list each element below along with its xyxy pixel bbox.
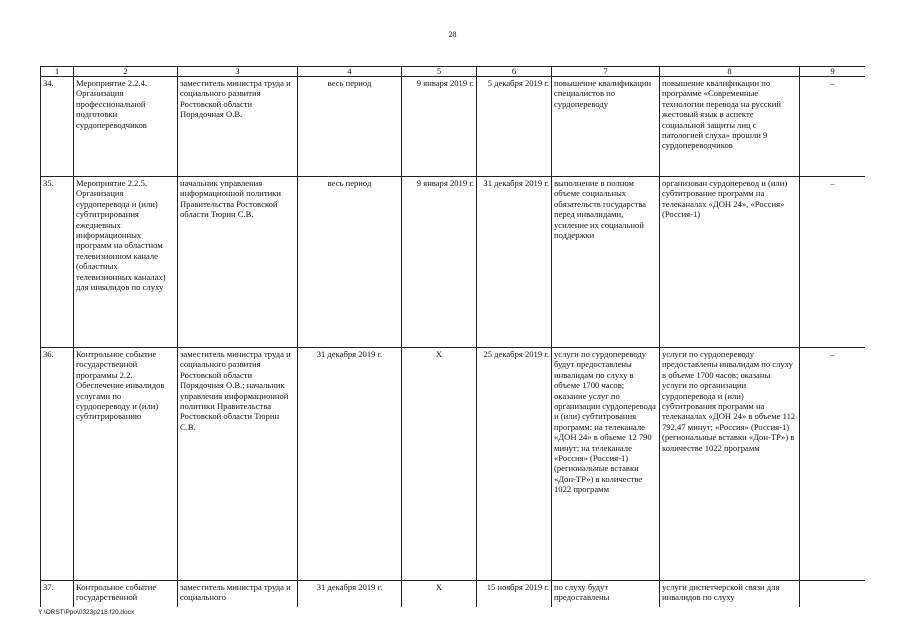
period-cell: весь период bbox=[298, 177, 402, 348]
start-date-cell: Х bbox=[402, 348, 477, 581]
problems-cell: – bbox=[800, 77, 866, 177]
table-row bbox=[41, 177, 866, 348]
end-date-cell: 15 ноября 2019 г. bbox=[477, 581, 552, 608]
responsible-cell: заместитель министра труда и социального bbox=[178, 581, 298, 608]
row-number: 36. bbox=[41, 348, 74, 581]
event-cell: Контрольное событие государственной bbox=[74, 581, 178, 608]
column-header: 1 bbox=[41, 67, 74, 77]
actual-result-cell: услуги по сурдопереводу предоставлены инвалидам по слуху в объеме 1700 часов; оказаны услуги по организации сурдоперевода и (или) субтитрования программ на телеканалах «ДОН 24» в объеме 112 792,47 минут; «Россия» (Россия-1) (региональные вставки «Дон-ТР») в количестве 1022 программ bbox=[660, 348, 800, 581]
start-date-cell: 9 января 2019 г. bbox=[402, 77, 477, 177]
problems-cell: – bbox=[800, 177, 866, 348]
column-header: 6 bbox=[477, 67, 552, 77]
report-table bbox=[40, 66, 865, 607]
report-table-container bbox=[40, 66, 865, 607]
event-cell: Контрольное событие государственной программы 2.2. Обеспечение инвалидов услугами по сурдопереводу и (или) субтитрированию bbox=[74, 348, 178, 581]
period-cell: 31 декабря 2019 г. bbox=[298, 348, 402, 581]
problems-cell: – bbox=[800, 348, 866, 581]
footer-file-path: Y:\ORST\Ppo\0323p218.f20.docx bbox=[38, 609, 135, 616]
period-cell: весь период bbox=[298, 77, 402, 177]
end-date-cell: 5 декабря 2019 г. bbox=[477, 77, 552, 177]
end-date-cell: 31 декабря 2019 г. bbox=[477, 177, 552, 348]
responsible-cell: заместитель министра труда и социального развития Ростовской области Порядочная О.В.; начальник управления информационной политики Правительства Ростовской области Тюрин С.В. bbox=[178, 348, 298, 581]
column-header: 9 bbox=[800, 67, 866, 77]
column-header: 3 bbox=[178, 67, 298, 77]
table-row bbox=[41, 77, 866, 177]
table-row bbox=[41, 581, 866, 608]
problems-cell bbox=[800, 581, 866, 608]
actual-result-cell: повышение квалификации по программе «Современные технологии перевода на русский жестовый язык в аспекте социальной защиты лиц с патологией слуха» прошли 9 сурдопереводчиков bbox=[660, 77, 800, 177]
column-header: 7 bbox=[552, 67, 660, 77]
page-number: 28 bbox=[448, 30, 457, 39]
column-header: 5 bbox=[402, 67, 477, 77]
expected-result-cell: по слуху будут предоставлены bbox=[552, 581, 660, 608]
responsible-cell: начальник управления информационной политики Правительства Ростовской области Тюрин С.В. bbox=[178, 177, 298, 348]
table-row bbox=[41, 348, 866, 581]
start-date-cell: 9 января 2019 г. bbox=[402, 177, 477, 348]
column-header: 4 bbox=[298, 67, 402, 77]
event-cell: Мероприятие 2.2.4. Организация профессиональной подготовки сурдопереводчиков bbox=[74, 77, 178, 177]
row-number: 34. bbox=[41, 77, 74, 177]
actual-result-cell: услуги диспетчерской связи для инвалидов по слуху bbox=[660, 581, 800, 608]
column-number-row bbox=[41, 67, 866, 77]
expected-result-cell: услуги по сурдопереводу будут предоставлены инвалидам по слуху в объеме 1700 часов; оказание услуг по организации сурдоперевода и (или) субтитрования программ: на телеканале «ДОН 24» в объеме 12 790 минут; на телеканале «Россия» (Россия-1) (региональные вставки «Дон-ТР») в количестве 1022 программ bbox=[552, 348, 660, 581]
end-date-cell: 25 декабря 2019 г. bbox=[477, 348, 552, 581]
period-cell: 31 декабря 2019 г. bbox=[298, 581, 402, 608]
responsible-cell: заместитель министра труда и социального развития Ростовской области Порядочная О.В. bbox=[178, 77, 298, 177]
actual-result-cell: организован сурдоперевод и (или) субтитрование программ на телеканалах «ДОН 24», «Россия» (Россия-1) bbox=[660, 177, 800, 348]
expected-result-cell: выполнение в полном объеме социальных обязательств государства перед инвалидами, усиление их социальной поддержки bbox=[552, 177, 660, 348]
column-header: 2 bbox=[74, 67, 178, 77]
column-header: 8 bbox=[660, 67, 800, 77]
start-date-cell: Х bbox=[402, 581, 477, 608]
row-number: 37. bbox=[41, 581, 74, 608]
row-number: 35. bbox=[41, 177, 74, 348]
event-cell: Мероприятие 2.2.5. Организация сурдоперевода и (или) субтитрирования ежедневных информационных программ на областном телевизионном канале (областных телевизионных каналах) для инвалидов по слуху bbox=[74, 177, 178, 348]
expected-result-cell: повышение квалификации специалистов по сурдопереводу bbox=[552, 77, 660, 177]
